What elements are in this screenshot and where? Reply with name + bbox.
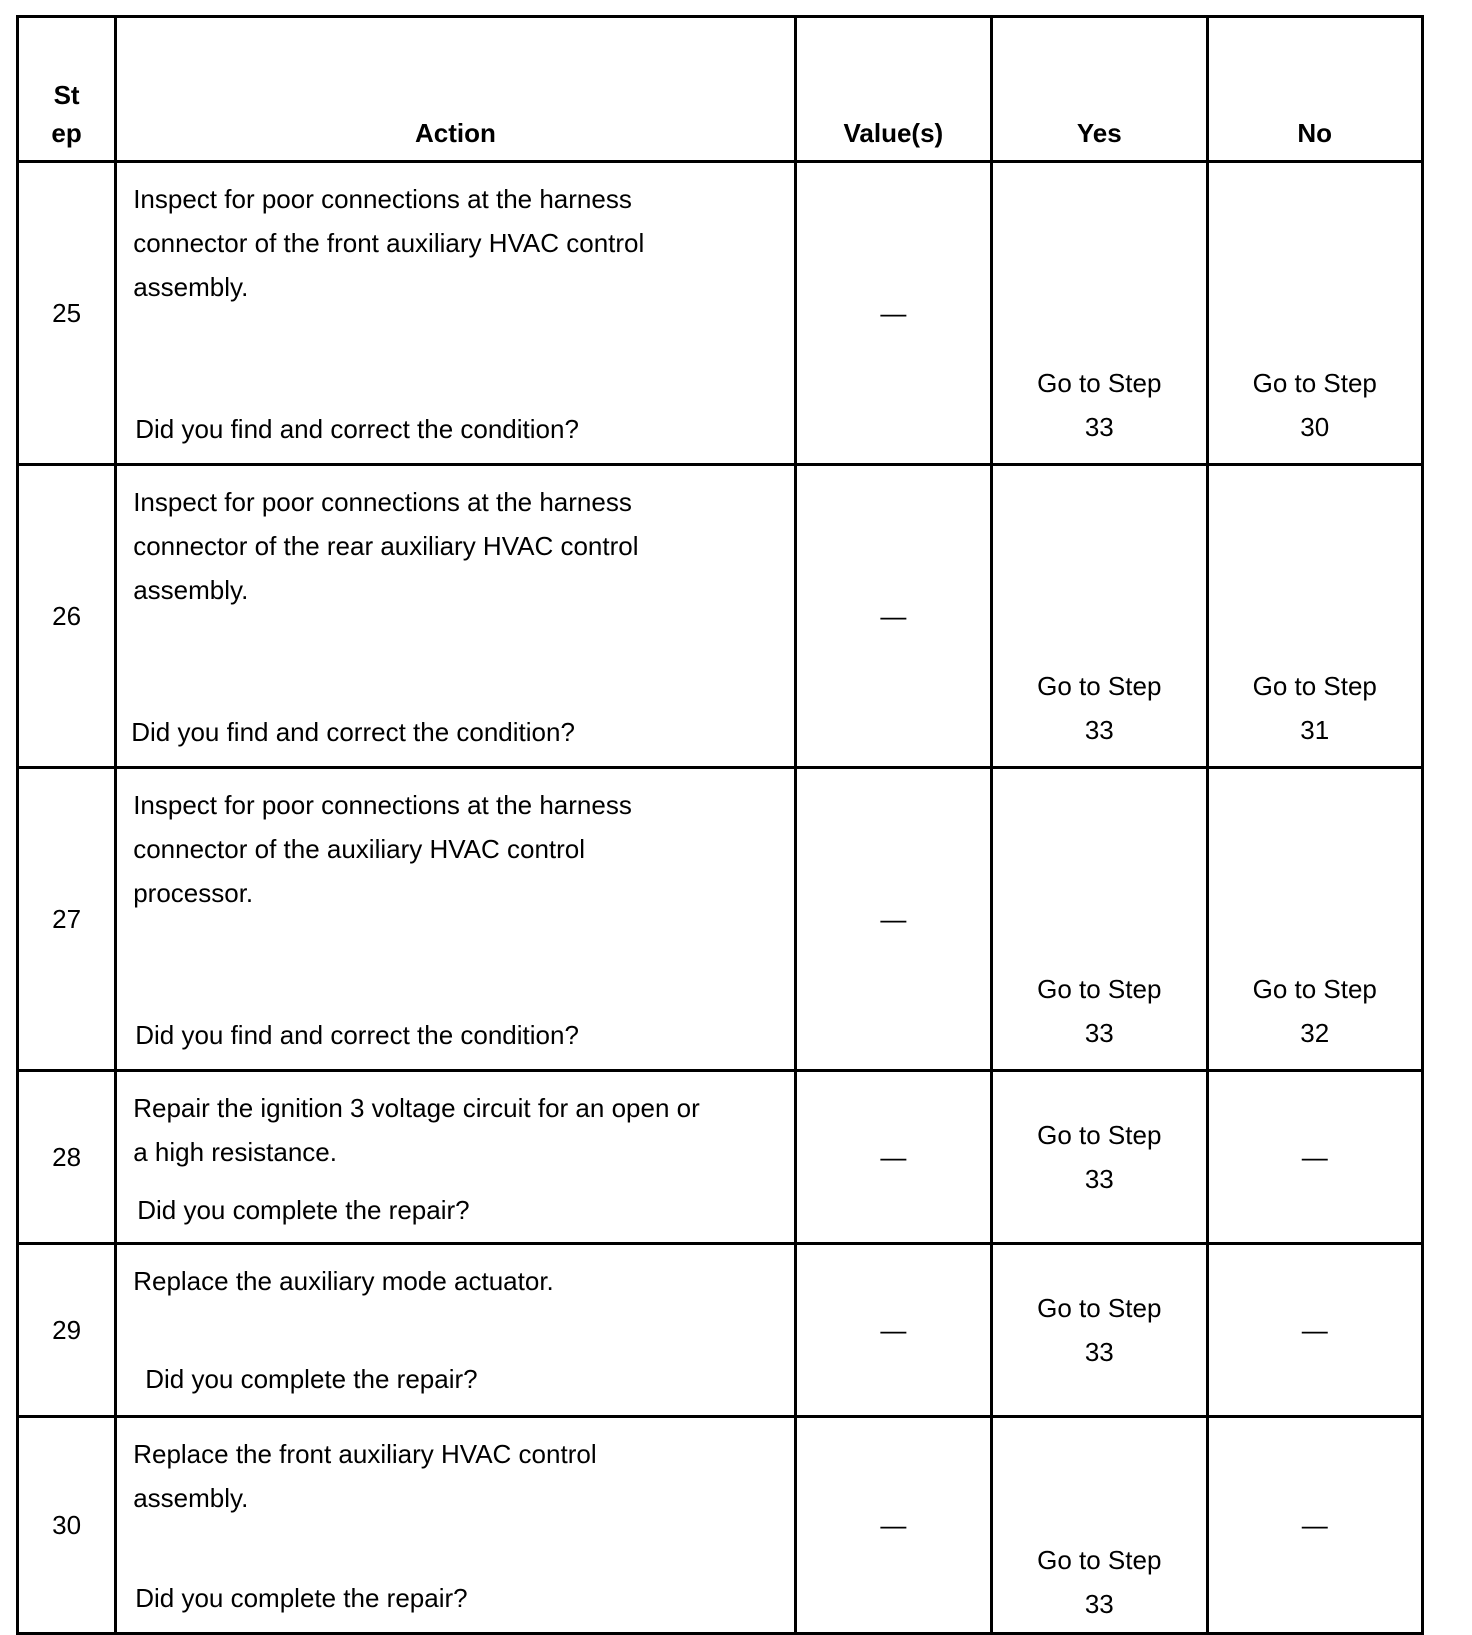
no-result: Go to Step 30: [1252, 368, 1377, 442]
action-question: Did you complete the repair?: [135, 1583, 468, 1613]
yes-cell: [992, 465, 1207, 768]
action-question: Did you find and correct the condition?: [135, 414, 579, 444]
header-values: Value(s): [795, 17, 991, 162]
no-cell: [1207, 465, 1423, 768]
no-cell: [1207, 768, 1423, 1071]
diagnostic-table: [16, 15, 1424, 1635]
table-row: [18, 1071, 1423, 1244]
action-text: Replace the front auxiliary HVAC control assembly.: [133, 1439, 597, 1513]
action-text: Inspect for poor connections at the harness connector of the rear auxiliary HVAC control assembly.: [133, 487, 639, 605]
table-row: [18, 465, 1423, 768]
header-action: Action: [116, 17, 795, 162]
no-result: Go to Step 32: [1252, 974, 1377, 1048]
action-question: Did you find and correct the condition?: [135, 1020, 579, 1050]
yes-cell: [992, 162, 1207, 465]
yes-result: Go to Step 33: [1037, 1293, 1162, 1367]
yes-result: Go to Step 33: [1037, 368, 1162, 442]
no-cell: —: [1207, 1417, 1423, 1634]
yes-cell: [992, 1071, 1207, 1244]
step-number: 27: [18, 768, 116, 1071]
value-cell: —: [795, 162, 991, 465]
header-no: No: [1207, 17, 1423, 162]
step-number: 29: [18, 1244, 116, 1417]
value-cell: —: [795, 1071, 991, 1244]
action-question: Did you complete the repair?: [137, 1195, 470, 1225]
value-cell: —: [795, 768, 991, 1071]
action-cell: [116, 465, 795, 768]
header-row: [18, 17, 1423, 162]
yes-result: Go to Step 33: [1037, 671, 1162, 745]
action-cell: [116, 1417, 795, 1634]
yes-result: Go to Step 33: [1037, 974, 1162, 1048]
table-row: [18, 768, 1423, 1071]
no-cell: [1207, 162, 1423, 465]
step-number: 25: [18, 162, 116, 465]
action-cell: [116, 162, 795, 465]
action-text: Inspect for poor connections at the harness connector of the auxiliary HVAC control processor.: [133, 790, 632, 908]
no-cell: —: [1207, 1244, 1423, 1417]
action-text: Replace the auxiliary mode actuator.: [133, 1266, 554, 1296]
action-cell: [116, 1071, 795, 1244]
action-cell: [116, 768, 795, 1071]
yes-cell: [992, 768, 1207, 1071]
step-number: 30: [18, 1417, 116, 1634]
table-row: [18, 1417, 1423, 1634]
action-cell: [116, 1244, 795, 1417]
table-row: [18, 1244, 1423, 1417]
yes-cell: [992, 1244, 1207, 1417]
action-text: Repair the ignition 3 voltage circuit for an open or a high resistance.: [133, 1093, 700, 1167]
yes-result: Go to Step 33: [1037, 1120, 1162, 1194]
header-step: St ep: [18, 17, 116, 162]
table-header: [18, 17, 1423, 162]
step-number: 26: [18, 465, 116, 768]
yes-result: Go to Step 33: [1037, 1545, 1162, 1619]
step-number: 28: [18, 1071, 116, 1244]
value-cell: —: [795, 1244, 991, 1417]
yes-cell: [992, 1417, 1207, 1634]
value-cell: —: [795, 465, 991, 768]
action-question: Did you find and correct the condition?: [131, 717, 575, 747]
header-yes: Yes: [992, 17, 1207, 162]
table-body: [18, 162, 1423, 1634]
action-question: Did you complete the repair?: [145, 1364, 478, 1394]
table-row: [18, 162, 1423, 465]
action-text: Inspect for poor connections at the harness connector of the front auxiliary HVAC control assembly.: [133, 184, 645, 302]
value-cell: —: [795, 1417, 991, 1634]
no-result: Go to Step 31: [1252, 671, 1377, 745]
no-cell: —: [1207, 1071, 1423, 1244]
